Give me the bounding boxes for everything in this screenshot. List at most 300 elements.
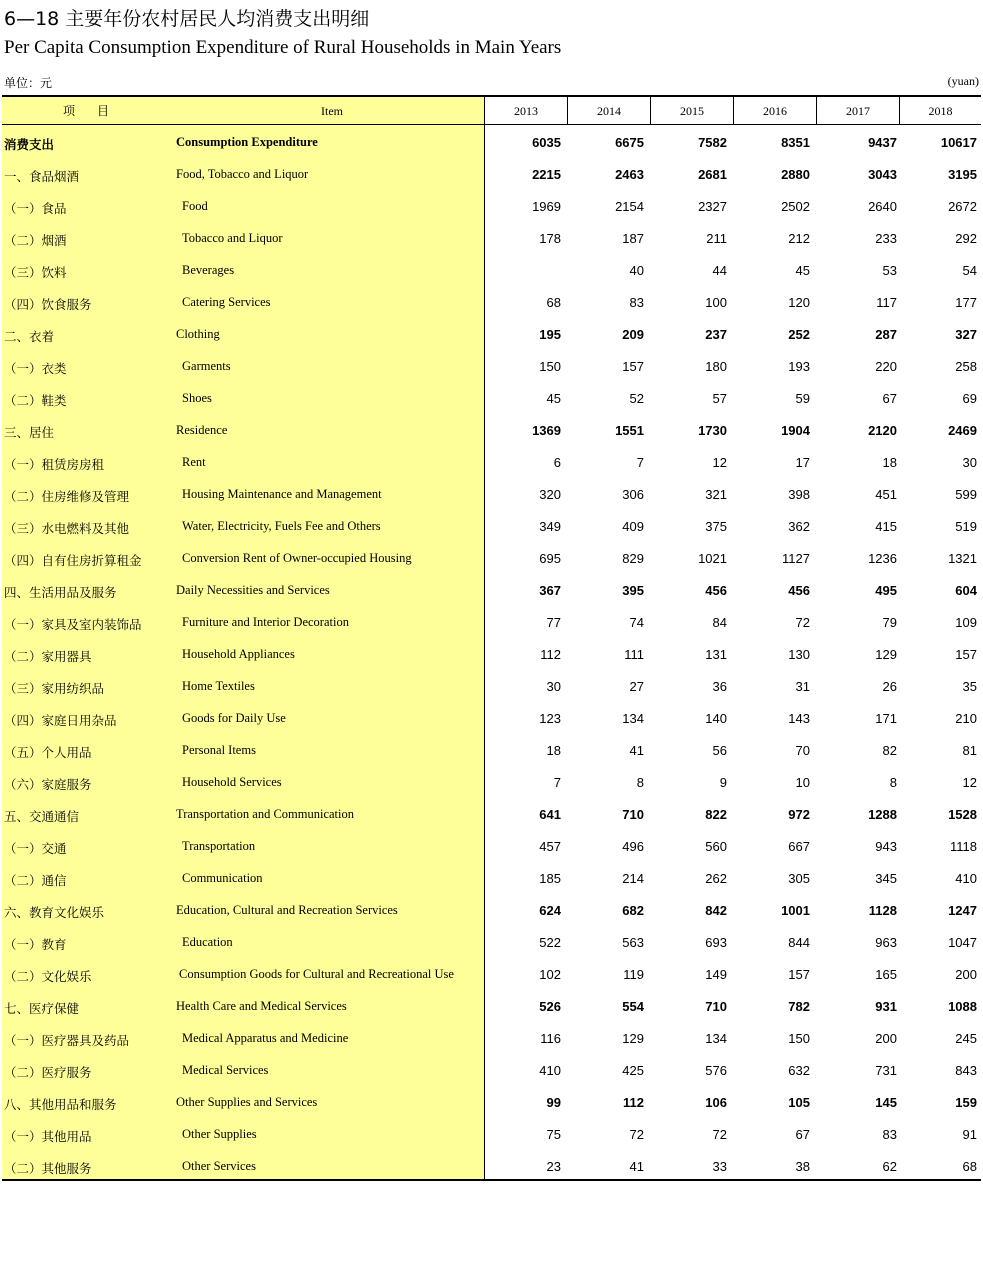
row-label-english: Daily Necessities and Services xyxy=(176,583,330,597)
value-cell: 3043 xyxy=(868,167,897,182)
row-label-english: Transportation xyxy=(182,839,256,853)
value-cell: 576 xyxy=(705,1063,727,1078)
value-cell: 9 xyxy=(719,775,727,790)
header-year: 2018 xyxy=(928,104,953,118)
value-cell: 41 xyxy=(629,1159,644,1174)
value-cell: 375 xyxy=(705,519,727,534)
value-cell: 131 xyxy=(705,647,727,662)
value-cell: 560 xyxy=(705,839,727,854)
value-cell: 18 xyxy=(882,455,897,470)
value-cell: 171 xyxy=(875,711,897,726)
value-cell: 1321 xyxy=(948,551,977,566)
row-label-chinese: （二）医疗服务 xyxy=(4,1065,92,1080)
row-label-english: Garments xyxy=(182,359,231,373)
row-label-chinese: （二）家用器具 xyxy=(4,649,92,664)
value-cell: 81 xyxy=(962,743,977,758)
value-cell: 693 xyxy=(705,935,727,950)
value-cell: 345 xyxy=(875,871,897,886)
value-cell: 496 xyxy=(622,839,644,854)
value-cell: 425 xyxy=(622,1063,644,1078)
value-cell: 30 xyxy=(962,455,977,470)
value-cell: 410 xyxy=(955,871,977,886)
row-label-english: Education xyxy=(182,935,233,949)
table-row xyxy=(2,765,981,797)
value-cell: 2154 xyxy=(615,199,644,214)
row-label-english: Beverages xyxy=(182,263,235,277)
value-cell: 195 xyxy=(539,327,561,342)
row-label-chinese: 八、其他用品和服务 xyxy=(4,1097,117,1112)
value-cell: 105 xyxy=(788,1095,810,1110)
value-cell: 822 xyxy=(705,807,727,822)
row-label-chinese: （一）教育 xyxy=(4,937,67,952)
value-cell: 41 xyxy=(629,743,644,758)
value-cell: 1088 xyxy=(948,999,977,1014)
row-label-chinese: （二）其他服务 xyxy=(4,1161,92,1176)
row-label-english: Catering Services xyxy=(182,295,271,309)
row-label-english: Housing Maintenance and Management xyxy=(182,487,382,501)
row-label-english: Conversion Rent of Owner-occupied Housing xyxy=(182,551,412,565)
table-row xyxy=(2,509,981,541)
value-cell: 157 xyxy=(622,359,644,374)
value-cell: 3195 xyxy=(948,167,977,182)
value-cell: 100 xyxy=(705,295,727,310)
value-cell: 1047 xyxy=(948,935,977,950)
row-label-english: Other Supplies and Services xyxy=(176,1095,318,1109)
table-row xyxy=(2,573,981,605)
row-label-chinese: （二）文化娱乐 xyxy=(4,969,92,984)
value-cell: 8351 xyxy=(781,135,810,150)
row-label-chinese: 六、教育文化娱乐 xyxy=(4,905,105,920)
value-cell: 7 xyxy=(636,455,644,470)
value-cell: 554 xyxy=(622,999,644,1014)
value-cell: 1247 xyxy=(948,903,977,918)
table-row xyxy=(2,317,981,349)
value-cell: 829 xyxy=(622,551,644,566)
value-cell: 72 xyxy=(712,1127,727,1142)
value-cell: 1127 xyxy=(782,551,810,566)
value-cell: 210 xyxy=(955,711,977,726)
value-cell: 1236 xyxy=(868,551,897,566)
value-cell: 9437 xyxy=(868,135,897,150)
row-label-english: Household Services xyxy=(182,775,282,789)
value-cell: 1969 xyxy=(532,199,561,214)
value-cell: 45 xyxy=(795,263,810,278)
value-cell: 710 xyxy=(705,999,727,1014)
value-cell: 2327 xyxy=(698,199,727,214)
value-cell: 522 xyxy=(539,935,561,950)
row-label-chinese: 一、食品烟酒 xyxy=(4,169,80,184)
value-cell: 150 xyxy=(788,1031,810,1046)
value-cell: 56 xyxy=(712,743,727,758)
row-label-chinese: 消费支出 xyxy=(4,137,55,152)
row-label-chinese: （一）其他用品 xyxy=(4,1129,92,1144)
row-label-chinese: （四）饮食服务 xyxy=(4,297,92,312)
value-cell: 7 xyxy=(553,775,561,790)
row-label-chinese: （四）家庭日用杂品 xyxy=(4,713,117,728)
value-cell: 53 xyxy=(882,263,897,278)
value-cell: 1528 xyxy=(948,807,977,822)
value-cell: 145 xyxy=(875,1095,897,1110)
value-cell: 70 xyxy=(795,743,810,758)
value-cell: 563 xyxy=(622,935,644,950)
value-cell: 2502 xyxy=(781,199,810,214)
value-cell: 495 xyxy=(875,583,897,598)
table-row xyxy=(2,541,981,573)
value-cell: 710 xyxy=(622,807,644,822)
row-label-chinese: 五、交通通信 xyxy=(4,809,80,824)
value-cell: 972 xyxy=(788,807,810,822)
value-cell: 75 xyxy=(546,1127,561,1142)
value-cell: 258 xyxy=(955,359,977,374)
value-cell: 200 xyxy=(955,967,977,982)
value-cell: 157 xyxy=(955,647,977,662)
value-cell: 68 xyxy=(546,295,561,310)
value-cell: 409 xyxy=(622,519,644,534)
table-row xyxy=(2,1053,981,1085)
row-label-chinese: （四）自有住房折算租金 xyxy=(4,553,142,568)
value-cell: 18 xyxy=(546,743,561,758)
value-cell: 287 xyxy=(875,327,897,342)
unit-label-chinese: 单位：元 xyxy=(4,76,53,90)
value-cell: 1369 xyxy=(532,423,561,438)
value-cell: 84 xyxy=(712,615,727,630)
table-row xyxy=(2,1085,981,1117)
value-cell: 844 xyxy=(788,935,810,950)
value-cell: 237 xyxy=(705,327,727,342)
row-label-english: Water, Electricity, Fuels Fee and Others xyxy=(182,519,381,533)
row-label-chinese: （一）衣类 xyxy=(4,361,67,376)
value-cell: 157 xyxy=(788,967,810,982)
value-cell: 129 xyxy=(875,647,897,662)
value-cell: 6 xyxy=(553,455,561,470)
row-label-chinese: （五）个人用品 xyxy=(4,745,92,760)
value-cell: 252 xyxy=(788,327,810,342)
header-year: 2014 xyxy=(597,104,621,118)
row-label-english: Shoes xyxy=(182,391,212,405)
value-cell: 362 xyxy=(788,519,810,534)
value-cell: 320 xyxy=(539,487,561,502)
table-row xyxy=(2,157,981,189)
row-label-chinese: 三、居住 xyxy=(4,425,55,440)
value-cell: 68 xyxy=(962,1159,977,1174)
row-label-chinese: （一）医疗器具及药品 xyxy=(4,1033,130,1048)
row-label-english: Consumption Goods for Cultural and Recreational Use xyxy=(179,967,454,981)
value-cell: 72 xyxy=(795,615,810,630)
value-cell: 6675 xyxy=(615,135,644,150)
value-cell: 526 xyxy=(539,999,561,1014)
header-item-english: Item xyxy=(321,104,343,118)
value-cell: 632 xyxy=(788,1063,810,1078)
value-cell: 667 xyxy=(788,839,810,854)
value-cell: 33 xyxy=(712,1159,727,1174)
value-cell: 99 xyxy=(546,1095,561,1110)
value-cell: 211 xyxy=(706,231,727,246)
value-cell: 327 xyxy=(955,327,977,342)
row-label-english: Household Appliances xyxy=(182,647,295,661)
row-label-chinese: （一）食品 xyxy=(4,201,67,216)
value-cell: 931 xyxy=(875,999,897,1014)
header-item-chinese: 项目 xyxy=(62,104,131,118)
table-title-english: Per Capita Consumption Expenditure of Rural Households in Main Years xyxy=(4,37,562,58)
value-cell: 79 xyxy=(882,615,897,630)
row-label-chinese: （二）烟酒 xyxy=(4,233,67,248)
value-cell: 1904 xyxy=(781,423,810,438)
row-label-chinese: （二）鞋类 xyxy=(4,393,67,408)
row-label-english: Transportation and Communication xyxy=(176,807,354,821)
value-cell: 843 xyxy=(955,1063,977,1078)
value-cell: 8 xyxy=(889,775,897,790)
table-row xyxy=(2,477,981,509)
table-row xyxy=(2,925,981,957)
table-row xyxy=(2,1117,981,1149)
value-cell: 54 xyxy=(962,263,977,278)
value-cell: 212 xyxy=(788,231,810,246)
row-label-english: Home Textiles xyxy=(182,679,255,693)
table-title-chinese: 6—18 主要年份农村居民人均消费支出明细 xyxy=(4,8,370,30)
row-label-chinese: （一）家具及室内装饰品 xyxy=(4,617,142,632)
value-cell: 6035 xyxy=(532,135,561,150)
table-row xyxy=(2,733,981,765)
value-cell: 10 xyxy=(795,775,810,790)
table-row xyxy=(2,125,981,157)
value-cell: 52 xyxy=(629,391,644,406)
value-cell: 456 xyxy=(705,583,727,598)
value-cell: 1288 xyxy=(868,807,897,822)
value-cell: 36 xyxy=(712,679,727,694)
value-cell: 1551 xyxy=(615,423,644,438)
value-cell: 112 xyxy=(540,647,561,662)
table-row xyxy=(2,1021,981,1053)
value-cell: 1730 xyxy=(698,423,727,438)
table-row xyxy=(2,989,981,1021)
value-cell: 209 xyxy=(622,327,644,342)
value-cell: 111 xyxy=(624,647,644,662)
value-cell: 83 xyxy=(882,1127,897,1142)
value-cell: 943 xyxy=(875,839,897,854)
value-cell: 599 xyxy=(955,487,977,502)
value-cell: 2215 xyxy=(532,167,561,182)
row-label-chinese: 七、医疗保健 xyxy=(4,1001,80,1016)
row-label-chinese: （二）住房维修及管理 xyxy=(4,489,130,504)
value-cell: 963 xyxy=(875,935,897,950)
row-label-english: Communication xyxy=(182,871,263,885)
value-cell: 2120 xyxy=(868,423,897,438)
value-cell: 67 xyxy=(882,391,897,406)
value-cell: 177 xyxy=(955,295,977,310)
value-cell: 165 xyxy=(875,967,897,982)
value-cell: 451 xyxy=(875,487,897,502)
table-row xyxy=(2,605,981,637)
value-cell: 82 xyxy=(882,743,897,758)
value-cell: 106 xyxy=(705,1095,727,1110)
value-cell: 624 xyxy=(539,903,561,918)
row-label-chinese: （一）租赁房房租 xyxy=(4,457,105,472)
value-cell: 134 xyxy=(622,711,644,726)
row-label-english: Goods for Daily Use xyxy=(182,711,286,725)
value-cell: 180 xyxy=(705,359,727,374)
value-cell: 91 xyxy=(962,1127,977,1142)
table-row xyxy=(2,893,981,925)
value-cell: 349 xyxy=(539,519,561,534)
value-cell: 130 xyxy=(788,647,810,662)
row-label-english: Rent xyxy=(182,455,206,469)
value-cell: 1118 xyxy=(950,839,977,854)
value-cell: 233 xyxy=(875,231,897,246)
value-cell: 67 xyxy=(795,1127,810,1142)
table-row xyxy=(2,413,981,445)
value-cell: 321 xyxy=(705,487,727,502)
row-label-chinese: 四、生活用品及服务 xyxy=(4,585,117,600)
value-cell: 102 xyxy=(539,967,561,982)
table-row xyxy=(2,829,981,861)
table-row xyxy=(2,861,981,893)
value-cell: 214 xyxy=(622,871,644,886)
table-row xyxy=(2,189,981,221)
row-label-english: Tobacco and Liquor xyxy=(182,231,283,245)
value-cell: 83 xyxy=(629,295,644,310)
header-year: 2015 xyxy=(680,104,704,118)
unit-label-english: (yuan) xyxy=(947,74,979,88)
value-cell: 109 xyxy=(955,615,977,630)
value-cell: 117 xyxy=(876,295,897,310)
row-label-english: Health Care and Medical Services xyxy=(176,999,347,1013)
value-cell: 120 xyxy=(788,295,810,310)
value-cell: 10617 xyxy=(940,135,977,150)
value-cell: 26 xyxy=(882,679,897,694)
row-label-english: Other Supplies xyxy=(182,1127,257,1141)
value-cell: 187 xyxy=(622,231,644,246)
value-cell: 112 xyxy=(623,1095,644,1110)
row-label-english: Furniture and Interior Decoration xyxy=(182,615,349,629)
value-cell: 8 xyxy=(636,775,644,790)
row-label-english: Consumption Expenditure xyxy=(176,135,318,149)
value-cell: 519 xyxy=(955,519,977,534)
row-label-english: Clothing xyxy=(176,327,220,341)
value-cell: 72 xyxy=(629,1127,644,1142)
value-cell: 220 xyxy=(875,359,897,374)
value-cell: 31 xyxy=(795,679,810,694)
value-cell: 17 xyxy=(795,455,810,470)
value-cell: 262 xyxy=(705,871,727,886)
row-label-english: Other Services xyxy=(182,1159,256,1173)
table-row xyxy=(2,381,981,413)
value-cell: 398 xyxy=(788,487,810,502)
value-cell: 35 xyxy=(962,679,977,694)
value-cell: 1021 xyxy=(698,551,727,566)
value-cell: 134 xyxy=(705,1031,727,1046)
value-cell: 30 xyxy=(546,679,561,694)
value-cell: 149 xyxy=(705,967,727,982)
value-cell: 457 xyxy=(539,839,561,854)
value-cell: 62 xyxy=(882,1159,897,1174)
row-label-chinese: （一）交通 xyxy=(4,841,67,856)
value-cell: 119 xyxy=(623,967,644,982)
value-cell: 143 xyxy=(788,711,810,726)
table-row xyxy=(2,1149,981,1181)
value-cell: 178 xyxy=(539,231,561,246)
value-cell: 604 xyxy=(955,583,977,598)
value-cell: 159 xyxy=(955,1095,977,1110)
table-row xyxy=(2,957,981,989)
value-cell: 292 xyxy=(955,231,977,246)
row-label-chinese: （三）水电燃料及其他 xyxy=(4,521,130,536)
header-year: 2017 xyxy=(846,104,870,118)
row-label-english: Food, Tobacco and Liquor xyxy=(176,167,309,181)
table-row xyxy=(2,349,981,381)
value-cell: 193 xyxy=(788,359,810,374)
value-cell: 116 xyxy=(540,1031,561,1046)
value-cell: 150 xyxy=(539,359,561,374)
value-cell: 245 xyxy=(955,1031,977,1046)
value-cell: 2463 xyxy=(615,167,644,182)
row-label-chinese: （三）饮料 xyxy=(4,265,67,280)
value-cell: 40 xyxy=(629,263,644,278)
value-cell: 7582 xyxy=(698,135,727,150)
value-cell: 2880 xyxy=(781,167,810,182)
value-cell: 27 xyxy=(629,679,644,694)
value-cell: 129 xyxy=(622,1031,644,1046)
value-cell: 731 xyxy=(875,1063,897,1078)
value-cell: 1001 xyxy=(781,903,810,918)
header-year: 2016 xyxy=(763,104,787,118)
value-cell: 140 xyxy=(705,711,727,726)
value-cell: 2640 xyxy=(868,199,897,214)
value-cell: 695 xyxy=(539,551,561,566)
value-cell: 2469 xyxy=(948,423,977,438)
value-cell: 305 xyxy=(788,871,810,886)
value-cell: 641 xyxy=(539,807,561,822)
value-cell: 782 xyxy=(788,999,810,1014)
value-cell: 23 xyxy=(546,1159,561,1174)
row-label-chinese: （三）家用纺织品 xyxy=(4,681,105,696)
table-row xyxy=(2,701,981,733)
table-row xyxy=(2,221,981,253)
table-row xyxy=(2,253,981,285)
value-cell: 74 xyxy=(629,615,644,630)
row-label-english: Education, Cultural and Recreation Services xyxy=(176,903,398,917)
header-year: 2013 xyxy=(514,104,538,118)
table-row xyxy=(2,797,981,829)
value-cell: 38 xyxy=(795,1159,810,1174)
value-cell: 306 xyxy=(622,487,644,502)
table-row xyxy=(2,669,981,701)
value-cell: 456 xyxy=(788,583,810,598)
value-cell: 395 xyxy=(622,583,644,598)
row-label-chinese: （二）通信 xyxy=(4,873,67,888)
row-label-chinese: 二、衣着 xyxy=(4,329,55,344)
value-cell: 367 xyxy=(539,583,561,598)
value-cell: 2681 xyxy=(698,167,727,182)
table-row xyxy=(2,445,981,477)
value-cell: 69 xyxy=(962,391,977,406)
row-label-chinese: （六）家庭服务 xyxy=(4,777,92,792)
value-cell: 57 xyxy=(712,391,727,406)
row-label-english: Medical Services xyxy=(182,1063,269,1077)
table-row xyxy=(2,637,981,669)
value-cell: 842 xyxy=(705,903,727,918)
value-cell: 12 xyxy=(962,775,977,790)
value-cell: 45 xyxy=(546,391,561,406)
value-cell: 44 xyxy=(712,263,727,278)
value-cell: 415 xyxy=(875,519,897,534)
value-cell: 200 xyxy=(875,1031,897,1046)
value-cell: 185 xyxy=(539,871,561,886)
value-cell: 682 xyxy=(622,903,644,918)
value-cell: 410 xyxy=(539,1063,561,1078)
row-label-english: Medical Apparatus and Medicine xyxy=(182,1031,349,1045)
value-cell: 1128 xyxy=(868,903,897,918)
row-label-english: Personal Items xyxy=(182,743,256,757)
